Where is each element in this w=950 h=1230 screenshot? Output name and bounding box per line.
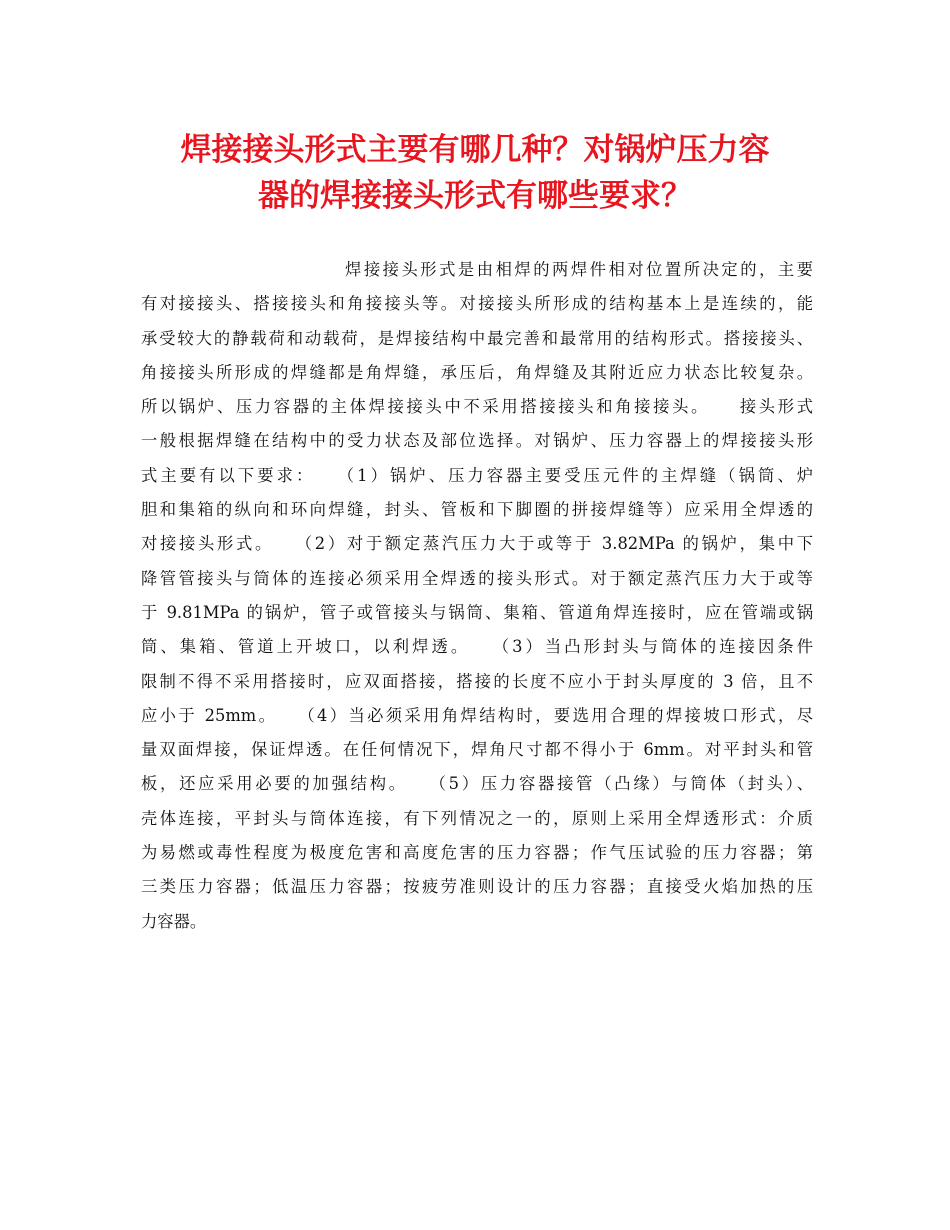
- body-line: 式主要有以下要求： （1）锅炉、压力容器主要受压元件的主焊缝（锅筒、炉: [141, 465, 813, 485]
- body-line: 焊接接头形式是由相焊的两焊件相对位置所决定的，主要: [345, 260, 813, 279]
- body-line: 量双面焊接，保证焊透。在任何情况下，焊角尺寸都不得小于 6mm。对平封头和管: [141, 740, 813, 760]
- body-line: 承受较大的静载荷和动载荷，是焊接结构中最完善和最常用的结构形式。搭接接头、: [141, 328, 813, 348]
- body-line: 筒、集箱、管道上开坡口，以利焊透。 （3）当凸形封头与筒体的连接因条件: [141, 637, 813, 657]
- body-line: 有对接接头、搭接接头和角接接头等。对接接头所形成的结构基本上是连续的，能: [141, 294, 813, 314]
- body-line: 力容器。: [141, 911, 207, 931]
- body-line: 应小于 25mm。 （4）当必须采用角焊结构时，要选用合理的焊接坡口形式，尽: [141, 705, 813, 725]
- body-line: 降管管接头与筒体的连接必须采用全焊透的接头形式。对于额定蒸汽压力大于或等: [141, 568, 813, 588]
- document-title: [100, 127, 850, 219]
- body-line: 壳体连接，平封头与筒体连接，有下列情况之一的，原则上采用全焊透形式：介质: [141, 808, 813, 828]
- title-line-1: 焊接接头形式主要有哪几种？对锅炉压力容: [180, 132, 770, 168]
- body-line: 三类压力容器；低温压力容器；按疲劳准则设计的压力容器；直接受火焰加热的压: [141, 877, 813, 897]
- body-line: 板，还应采用必要的加强结构。 （5）压力容器接管（凸缘）与筒体（封头）、: [141, 774, 813, 794]
- body-line: 一般根据焊缝在结构中的受力状态及部位选择。对锅炉、压力容器上的焊接接头形: [141, 431, 813, 451]
- body-paragraph: [141, 253, 813, 939]
- body-line: 所以锅炉、压力容器的主体焊接接头中不采用搭接接头和角接接头。 接头形式: [141, 397, 813, 417]
- body-line: 限制不得不采用搭接时，应双面搭接，搭接的长度不应小于封头厚度的 3 倍，且不: [141, 671, 813, 691]
- body-line: 为易燃或毒性程度为极度危害和高度危害的压力容器；作气压试验的压力容器；第: [141, 843, 813, 863]
- body-line: 胆和集箱的纵向和环向焊缝，封头、管板和下脚圈的拼接焊缝等）应采用全焊透的: [141, 500, 813, 520]
- body-line: 角接接头所形成的焊缝都是角焊缝，承压后，角焊缝及其附近应力状态比较复杂。: [141, 362, 813, 382]
- body-line: 对接接头形式。 （2）对于额定蒸汽压力大于或等于 3.82MPa 的锅炉，集中下: [141, 534, 813, 554]
- body-line: 于 9.81MPa 的锅炉，管子或管接头与锅筒、集箱、管道角焊连接时，应在管端或锅: [141, 602, 813, 622]
- title-line-2: 器的焊接接头形式有哪些要求？: [258, 178, 692, 214]
